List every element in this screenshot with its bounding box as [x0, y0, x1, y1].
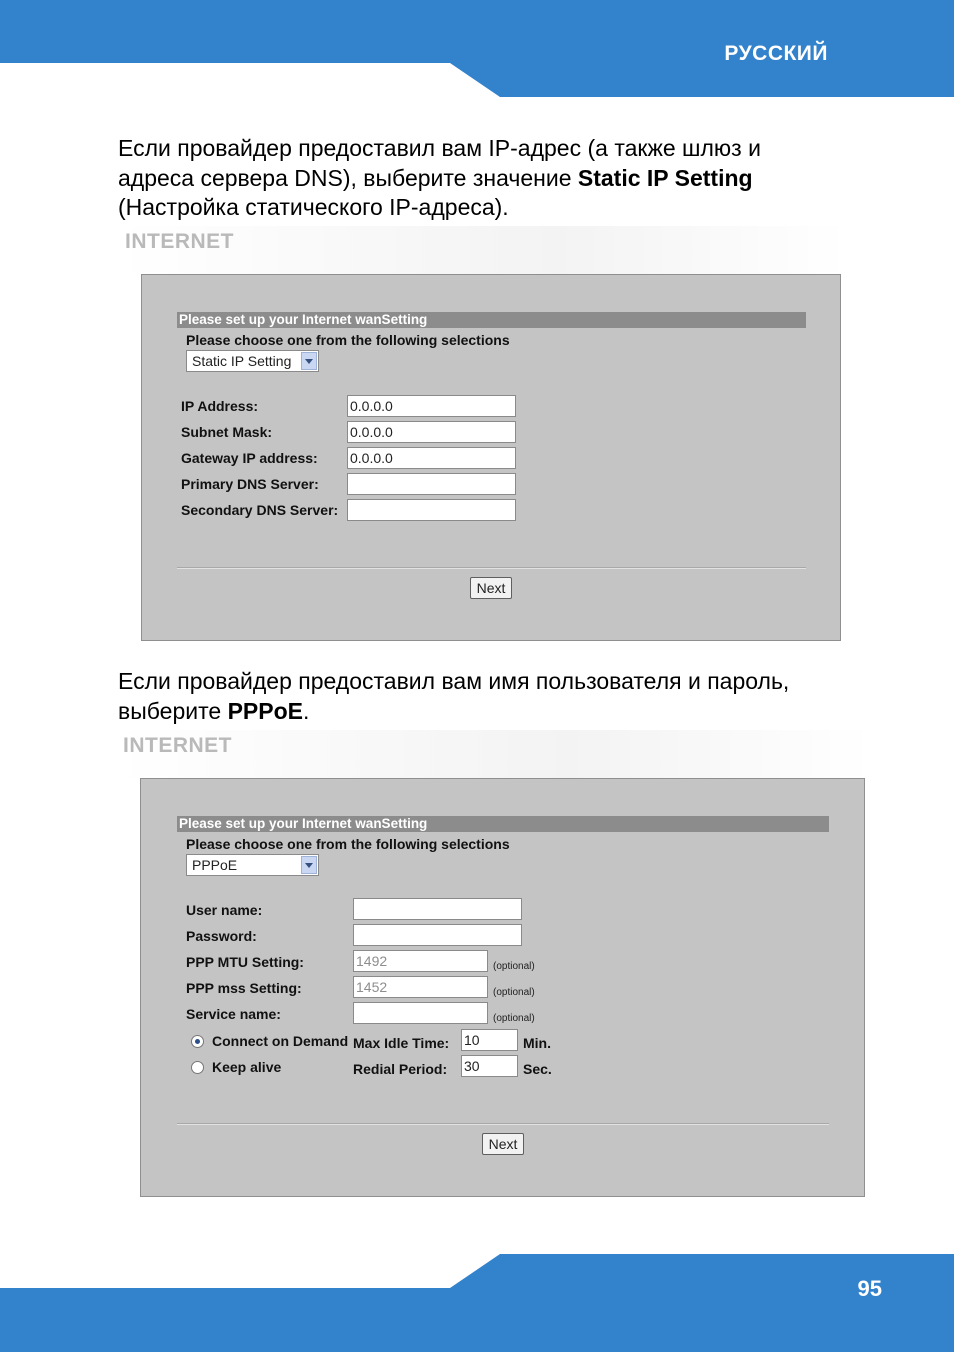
password-input[interactable]: [353, 924, 522, 946]
redial-period-label: Redial Period:: [353, 1061, 448, 1077]
max-idle-label: Max Idle Time:: [353, 1035, 450, 1051]
redial-period-input[interactable]: 30: [461, 1055, 518, 1077]
mtu-label: PPP MTU Setting:: [186, 954, 304, 970]
internet-title: INTERNET: [125, 230, 234, 253]
next-button-2[interactable]: Next: [482, 1133, 524, 1155]
intro-line-1: Если провайдер предоставил вам IP-адрес (а также шлюз и: [118, 135, 761, 161]
select-value-2: PPPoE: [192, 857, 238, 873]
section-title-bar: Please set up your Internet wanSetting: [177, 312, 806, 328]
ip-address-label: IP Address:: [181, 398, 259, 414]
keep-alive-label: Keep alive: [212, 1059, 282, 1075]
mtu-input[interactable]: 1492: [353, 950, 488, 972]
keep-alive-radio[interactable]: [191, 1061, 204, 1074]
mss-optional-note: (optional): [493, 987, 535, 998]
divider-2: [177, 1123, 829, 1125]
intro-paragraph: [118, 134, 878, 223]
service-name-label: Service name:: [186, 1006, 281, 1022]
section-title-bar-2: Please set up your Internet wanSetting: [177, 816, 829, 832]
service-name-input[interactable]: [353, 1002, 488, 1024]
secondary-dns-input[interactable]: [347, 499, 516, 521]
footer-band: [0, 1254, 954, 1352]
choose-label-2: Please choose one from the following selections: [186, 836, 510, 852]
pppoe-panel: [140, 778, 865, 1197]
connect-on-demand-label: Connect on Demand: [212, 1033, 349, 1049]
divider: [177, 567, 806, 569]
gateway-input[interactable]: 0.0.0.0: [347, 447, 516, 469]
mss-label: PPP mss Setting:: [186, 980, 302, 996]
pppoe-line-1: Если провайдер предоставил вам имя пользователя и пароль,: [118, 668, 790, 694]
gateway-label: Gateway IP address:: [181, 450, 318, 466]
min-unit-label: Min.: [523, 1035, 551, 1051]
subnet-mask-input[interactable]: 0.0.0.0: [347, 421, 516, 443]
next-button[interactable]: Next: [470, 577, 512, 599]
intro-line-2: адреса сервера DNS), выберите значение Static IP Setting: [118, 164, 753, 191]
password-label: Password:: [186, 928, 257, 944]
static-ip-term: Static IP Setting: [577, 164, 753, 191]
subnet-mask-label: Subnet Mask:: [181, 424, 273, 440]
choose-label: Please choose one from the following selections: [186, 332, 510, 348]
static-ip-panel: [141, 274, 841, 641]
intro-line-3: (Настройка статического IP-адреса).: [118, 194, 509, 220]
pppoe-term: PPPoE: [227, 697, 303, 724]
mtu-optional-note: (optional): [493, 961, 535, 972]
pppoe-line-2: выберите PPPoE.: [118, 697, 310, 724]
connect-on-demand-radio[interactable]: [191, 1035, 204, 1048]
internet-header: [119, 226, 847, 274]
sec-unit-label: Sec.: [523, 1061, 552, 1077]
chevron-down-icon[interactable]: [301, 352, 317, 370]
user-name-input[interactable]: [353, 898, 522, 920]
pppoe-paragraph: [118, 667, 878, 726]
user-name-label: User name:: [186, 902, 263, 918]
select-value: Static IP Setting: [192, 353, 292, 369]
mss-input[interactable]: 1452: [353, 976, 488, 998]
secondary-dns-label: Secondary DNS Server:: [181, 502, 339, 518]
ip-address-input[interactable]: 0.0.0.0: [347, 395, 516, 417]
connection-type-select[interactable]: [186, 350, 319, 372]
service-optional-note: (optional): [493, 1013, 535, 1024]
connection-type-select-2[interactable]: [186, 854, 319, 876]
max-idle-input[interactable]: 10: [461, 1029, 518, 1051]
chevron-down-icon[interactable]: [301, 856, 317, 874]
internet-header-2: [117, 730, 871, 778]
language-label: РУССКИЙ: [724, 42, 828, 65]
page-number: 95: [857, 1276, 882, 1301]
primary-dns-label: Primary DNS Server:: [181, 476, 319, 492]
primary-dns-input[interactable]: [347, 473, 516, 495]
internet-title-2: INTERNET: [123, 734, 232, 757]
